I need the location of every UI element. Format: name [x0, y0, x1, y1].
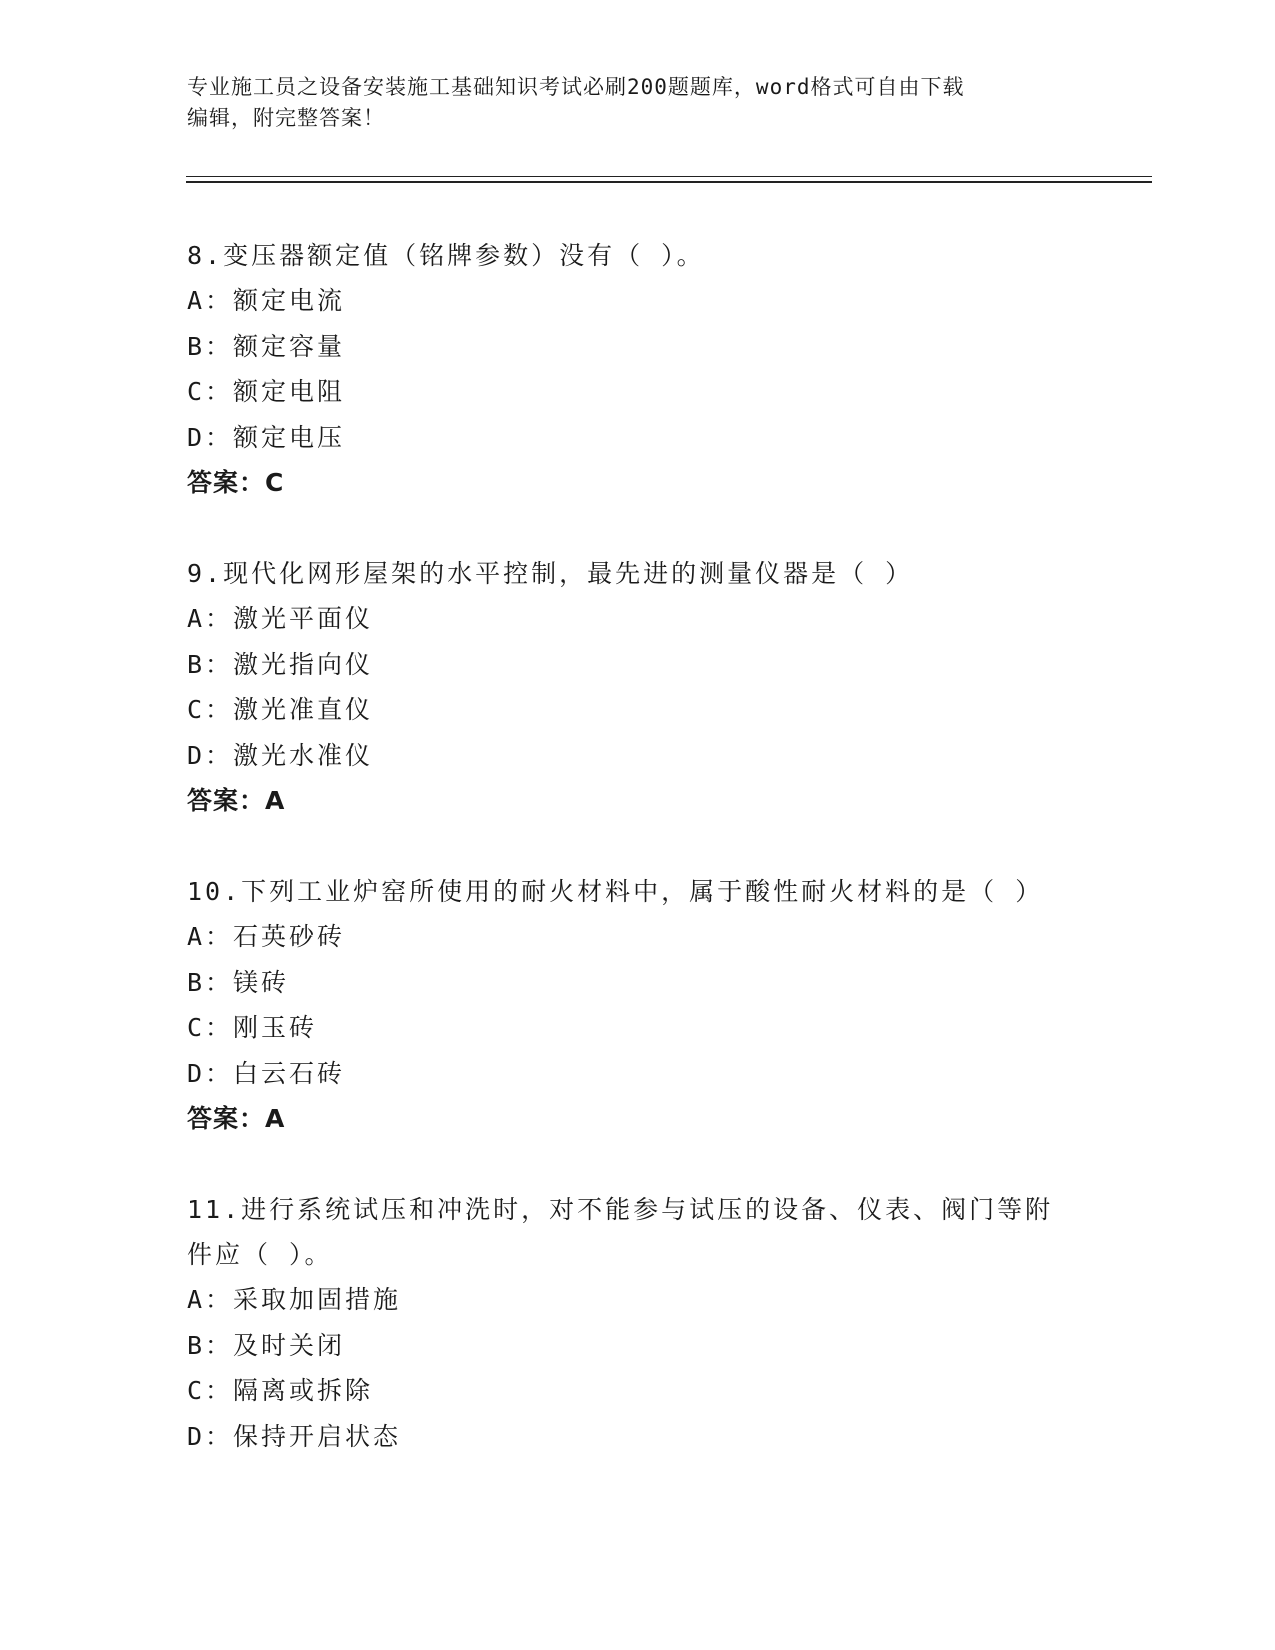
answer-label: 答案：A: [187, 1104, 286, 1133]
answer-label: 答案：C: [187, 468, 285, 497]
question-stem-line-2: 件应（ ）。: [187, 1240, 333, 1269]
option-a: A：石英砂砖: [187, 922, 346, 951]
header-line-1: 专业施工员之设备安装施工基础知识考试必刷200题题库，word格式可自由下载: [187, 75, 965, 99]
question-stem-line-1: 11.进行系统试压和冲洗时，对不能参与试压的设备、仪表、阀门等附: [187, 1195, 1054, 1224]
header-divider-thin: [186, 176, 1152, 177]
option-b: B：额定容量: [187, 331, 346, 361]
header-divider-thick: [186, 181, 1152, 183]
question-10: [187, 869, 1087, 1141]
option-c: C：隔离或拆除: [187, 1376, 374, 1405]
option-c: C：激光准直仪: [187, 695, 374, 724]
question-stem: 9.现代化网形屋架的水平控制，最先进的测量仪器是（ ）: [187, 559, 914, 588]
option-a: A：采取加固措施: [187, 1285, 402, 1314]
option-b: B：激光指向仪: [187, 649, 374, 679]
option-a: A：激光平面仪: [187, 604, 374, 633]
header-line-2: 编辑，附完整答案！: [187, 106, 385, 130]
option-a: A：额定电流: [187, 286, 346, 315]
question-stem: 8.变压器额定值（铭牌参数）没有（ ）。: [187, 241, 705, 270]
document-header: [187, 72, 1067, 134]
question-8: [187, 233, 1087, 505]
question-11: [187, 1187, 1087, 1459]
option-c: C：刚玉砖: [187, 1013, 318, 1042]
option-d: D：激光水准仪: [187, 740, 374, 770]
option-d: D：保持开启状态: [187, 1421, 402, 1451]
answer-label: 答案：A: [187, 786, 286, 815]
question-stem: 10.下列工业炉窑所使用的耐火材料中，属于酸性耐火材料的是（ ）: [187, 877, 1044, 906]
option-d: D：额定电压: [187, 422, 346, 452]
question-9: [187, 551, 1087, 823]
option-b: B：及时关闭: [187, 1330, 346, 1360]
option-c: C：额定电阻: [187, 377, 346, 406]
option-b: B：镁砖: [187, 967, 290, 997]
option-d: D：白云石砖: [187, 1058, 346, 1088]
